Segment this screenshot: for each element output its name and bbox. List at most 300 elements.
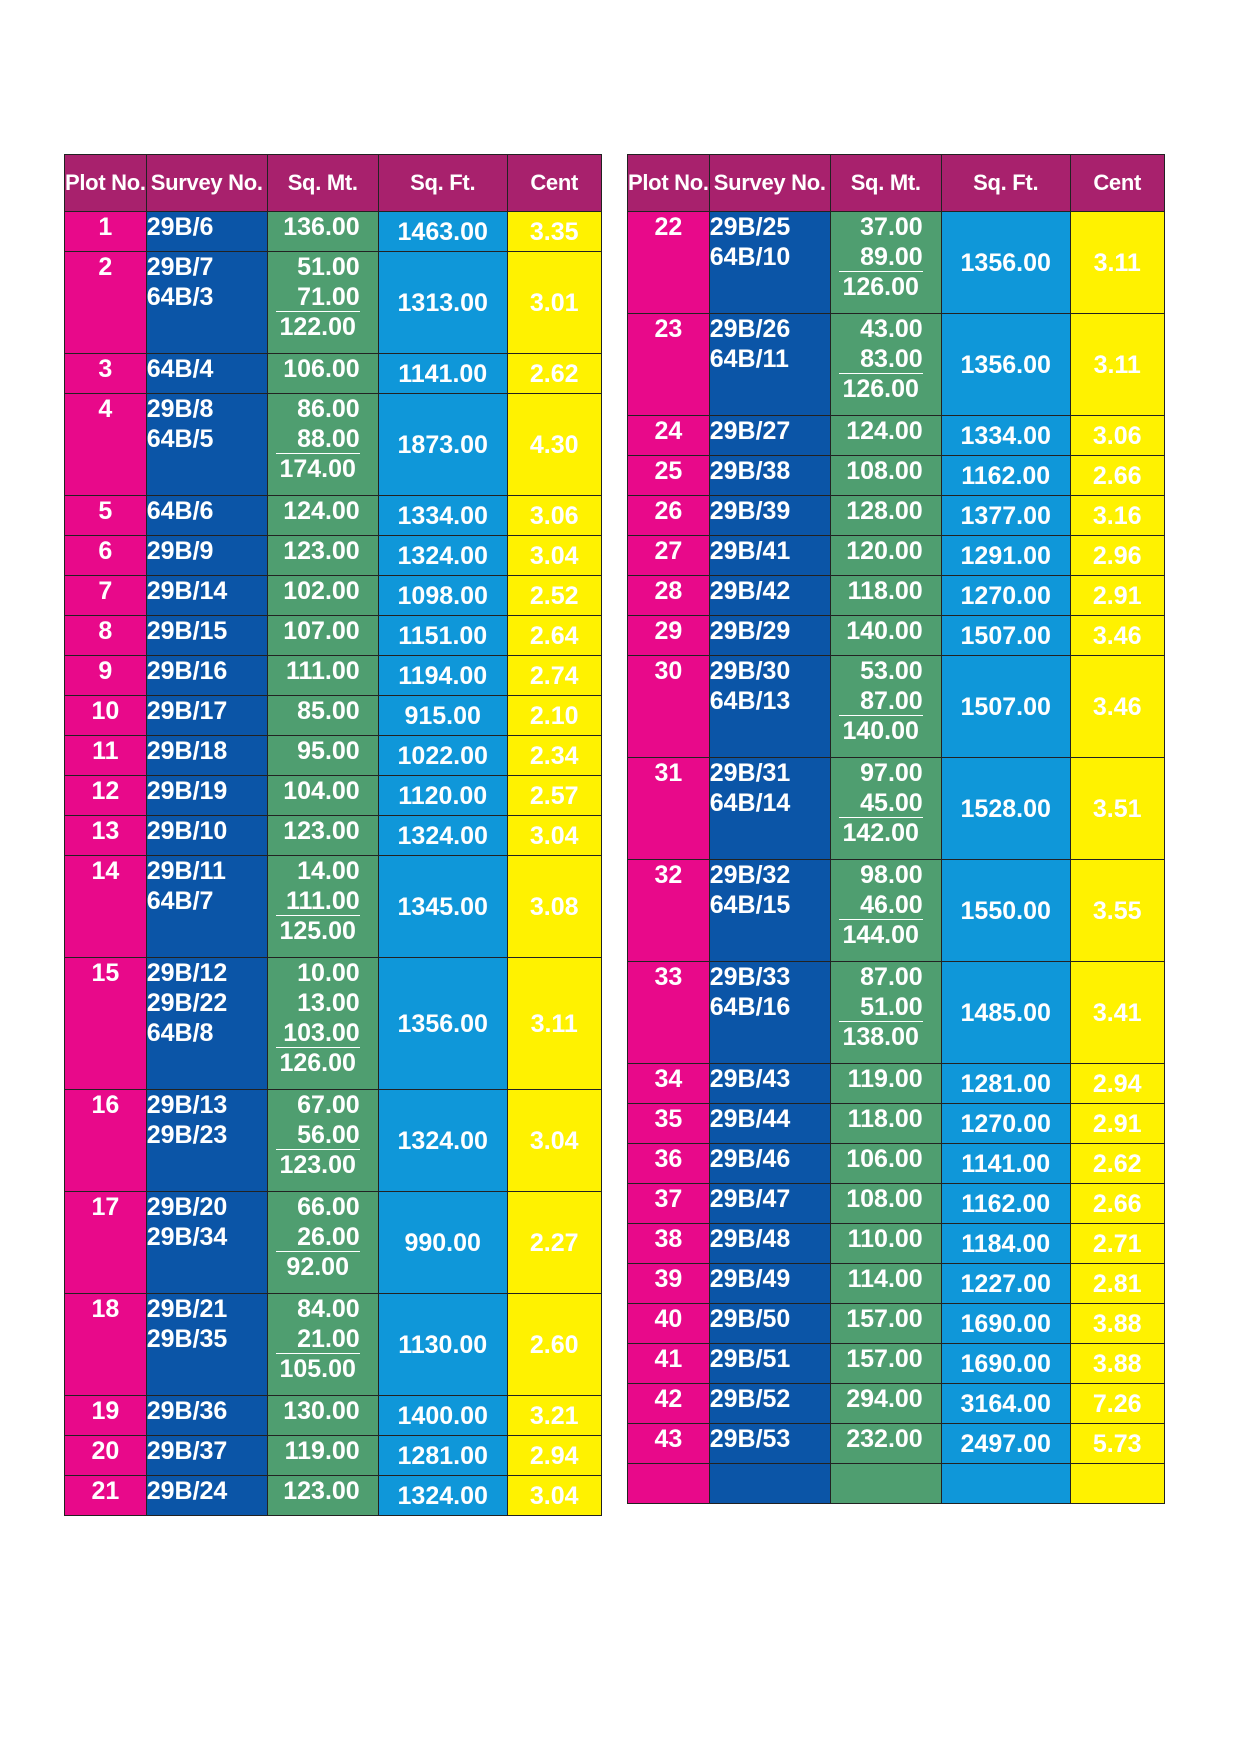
plot-no-cell: 5: [65, 496, 147, 536]
sq-mt-cell: [267, 856, 378, 958]
sq-mt-value: 106.00: [283, 355, 360, 383]
cent-cell: 3.04: [507, 816, 601, 856]
plot-no-cell: 14: [65, 856, 147, 958]
survey-no-value: 64B/7: [146, 887, 214, 915]
sq-mt-value: 294.00: [846, 1385, 923, 1413]
sq-mt-cell: [267, 1436, 378, 1476]
cent-cell: 3.04: [507, 1090, 601, 1192]
cent-cell: 4.30: [507, 394, 601, 496]
survey-no-cell: [146, 958, 267, 1090]
survey-no-value: 64B/15: [709, 891, 791, 919]
sq-mt-cell: [267, 776, 378, 816]
plot-no-cell: 33: [628, 962, 710, 1064]
sq-mt-value: 123.00: [283, 817, 360, 845]
sq-ft-cell: 1291.00: [941, 536, 1070, 576]
survey-no-value: 29B/38: [709, 457, 791, 485]
survey-no-cell: [709, 1144, 830, 1184]
table-row: [65, 496, 602, 536]
sq-ft-cell: 1281.00: [941, 1064, 1070, 1104]
survey-no-cell: [146, 1476, 267, 1516]
survey-no-value: 29B/26: [709, 315, 791, 343]
table-row: [65, 536, 602, 576]
survey-no-cell: [709, 1064, 830, 1104]
sq-mt-cell: [267, 958, 378, 1090]
sq-mt-value: 95.00: [297, 737, 360, 765]
sq-mt-cell: [830, 962, 941, 1064]
plot-no-cell: 10: [65, 696, 147, 736]
plot-no-cell: 43: [628, 1424, 710, 1464]
plot-no-cell: 30: [628, 656, 710, 758]
sq-mt-value: 53.00: [860, 657, 923, 685]
plot-table-right-body: [628, 212, 1165, 1504]
cent-cell: 3.01: [507, 252, 601, 354]
sq-mt-value: 83.00: [839, 344, 923, 374]
sq-mt-cell: [830, 1344, 941, 1384]
table-row: [628, 1224, 1165, 1264]
survey-no-value: 29B/6: [146, 213, 214, 241]
survey-no-value: 29B/37: [146, 1437, 228, 1465]
sq-ft-cell: 1463.00: [378, 212, 507, 252]
sq-mt-cell: [830, 1144, 941, 1184]
sq-mt-cell: [830, 1104, 941, 1144]
sq-mt-value: 120.00: [846, 537, 923, 565]
plot-no-cell: 40: [628, 1304, 710, 1344]
plot-no-cell: 28: [628, 576, 710, 616]
sq-mt-total: 174.00: [279, 454, 356, 483]
sq-mt-value: 106.00: [846, 1145, 923, 1173]
cent-cell: 2.64: [507, 616, 601, 656]
sq-mt-cell: [267, 1090, 378, 1192]
sq-mt-cell: [267, 616, 378, 656]
header-plot-no: Plot No.: [65, 155, 147, 212]
sq-mt-value: 21.00: [276, 1324, 360, 1354]
table-row: [628, 536, 1165, 576]
table-row: [628, 962, 1165, 1064]
table-header-row: [628, 155, 1165, 212]
cent-cell: 2.62: [507, 354, 601, 394]
sq-mt-total: 126.00: [842, 374, 919, 403]
cent-cell: 2.66: [1070, 1184, 1164, 1224]
sq-mt-value: 124.00: [846, 417, 923, 445]
survey-no-value: 29B/19: [146, 777, 228, 805]
survey-no-cell: [146, 656, 267, 696]
sq-mt-value: 87.00: [860, 963, 923, 991]
sq-mt-cell: [267, 252, 378, 354]
sq-mt-value: 66.00: [297, 1193, 360, 1221]
survey-no-value: 29B/14: [146, 577, 228, 605]
survey-no-value: 29B/34: [146, 1223, 228, 1251]
survey-no-value: 29B/47: [709, 1185, 791, 1213]
cent-cell: 3.46: [1070, 656, 1164, 758]
table-row: [628, 1184, 1165, 1224]
survey-no-value: 29B/51: [709, 1345, 791, 1373]
table-row: [628, 1344, 1165, 1384]
sq-mt-cell: [267, 576, 378, 616]
sq-mt-cell: [830, 1184, 941, 1224]
cent-cell: 2.96: [1070, 536, 1164, 576]
sq-mt-total: 123.00: [279, 1150, 356, 1179]
survey-no-value: 64B/13: [709, 687, 791, 715]
sq-mt-value: 128.00: [846, 497, 923, 525]
sq-mt-cell: [267, 536, 378, 576]
sq-ft-cell: 1485.00: [941, 962, 1070, 1064]
survey-no-value: 64B/10: [709, 243, 791, 271]
cent-cell: 3.04: [507, 536, 601, 576]
table-row: [65, 394, 602, 496]
plot-no-cell: 36: [628, 1144, 710, 1184]
sq-mt-cell: [267, 1294, 378, 1396]
sq-mt-value: 85.00: [297, 697, 360, 725]
header-sq-ft: Sq. Ft.: [378, 155, 507, 212]
header-cent: Cent: [507, 155, 601, 212]
table-row: [65, 1090, 602, 1192]
sq-mt-value: 97.00: [860, 759, 923, 787]
sq-mt-value: 118.00: [847, 1105, 923, 1133]
survey-no-value: 29B/12: [146, 959, 228, 987]
survey-no-cell: [709, 1344, 830, 1384]
survey-no-cell: [146, 496, 267, 536]
sq-mt-value: 124.00: [283, 497, 360, 525]
cent-cell: 3.11: [1070, 212, 1164, 314]
sq-mt-value: 13.00: [297, 989, 360, 1017]
sq-mt-value: 110.00: [847, 1225, 923, 1253]
survey-no-value: 29B/48: [709, 1225, 791, 1253]
survey-no-cell: [709, 1304, 830, 1344]
sq-ft-cell: 1334.00: [941, 416, 1070, 456]
survey-no-cell: [146, 816, 267, 856]
sq-mt-value: 123.00: [283, 537, 360, 565]
sq-ft-cell: 3164.00: [941, 1384, 1070, 1424]
survey-no-value: 64B/16: [709, 993, 791, 1021]
sq-mt-total: 142.00: [842, 818, 919, 847]
sq-ft-cell: 1690.00: [941, 1304, 1070, 1344]
plot-table-left: [64, 154, 602, 1516]
plot-no-cell: 18: [65, 1294, 147, 1396]
sq-mt-value: 140.00: [846, 617, 923, 645]
survey-no-value: 29B/44: [709, 1105, 791, 1133]
survey-no-cell: [709, 616, 830, 656]
cent-cell: 3.21: [507, 1396, 601, 1436]
survey-no-cell: [146, 394, 267, 496]
sq-mt-value: 107.00: [283, 617, 360, 645]
sq-mt-value: 84.00: [297, 1295, 360, 1323]
sq-ft-cell: 1098.00: [378, 576, 507, 616]
table-row: [628, 456, 1165, 496]
survey-no-cell: [709, 1224, 830, 1264]
sq-ft-cell: 1334.00: [378, 496, 507, 536]
plot-no-cell: 13: [65, 816, 147, 856]
sq-ft-cell: 1141.00: [378, 354, 507, 394]
table-row: [628, 1464, 1165, 1504]
survey-no-cell: [146, 736, 267, 776]
survey-no-cell: [709, 656, 830, 758]
sq-mt-cell: [267, 212, 378, 252]
sq-mt-value: 87.00: [839, 686, 923, 716]
plot-table-right: [627, 154, 1165, 1504]
sq-mt-cell: [830, 416, 941, 456]
sq-mt-value: 51.00: [297, 253, 360, 281]
survey-no-value: 29B/42: [709, 577, 791, 605]
table-row: [628, 416, 1165, 456]
table-row: [65, 856, 602, 958]
sq-mt-cell: [830, 496, 941, 536]
table-row: [628, 1384, 1165, 1424]
sq-mt-value: 43.00: [860, 315, 923, 343]
table-row: [628, 1264, 1165, 1304]
sq-mt-value: 45.00: [839, 788, 923, 818]
sq-mt-value: 114.00: [847, 1265, 923, 1293]
survey-no-value: 29B/21: [146, 1295, 228, 1323]
sq-mt-value: 111.00: [276, 886, 360, 916]
sq-mt-total: 122.00: [279, 312, 356, 341]
sq-mt-value: 98.00: [860, 861, 923, 889]
sq-mt-cell: [830, 536, 941, 576]
cent-cell: 3.11: [1070, 314, 1164, 416]
survey-no-value: 29B/11: [146, 857, 226, 885]
plot-no-cell: 9: [65, 656, 147, 696]
survey-no-value: 29B/23: [146, 1121, 228, 1149]
plot-no-cell: 16: [65, 1090, 147, 1192]
table-header-row: [65, 155, 602, 212]
plot-no-cell: 6: [65, 536, 147, 576]
sq-mt-cell: [830, 1464, 941, 1504]
survey-no-value: 29B/50: [709, 1305, 791, 1333]
cent-cell: 3.88: [1070, 1344, 1164, 1384]
plot-no-cell: 38: [628, 1224, 710, 1264]
plot-no-cell: 27: [628, 536, 710, 576]
sq-mt-value: 67.00: [297, 1091, 360, 1119]
survey-no-value: 29B/8: [146, 395, 214, 423]
plot-no-cell: 31: [628, 758, 710, 860]
sq-ft-cell: 1324.00: [378, 816, 507, 856]
sq-mt-cell: [830, 616, 941, 656]
table-row: [628, 1304, 1165, 1344]
plot-table-left-body: [65, 212, 602, 1516]
sq-ft-cell: 1690.00: [941, 1344, 1070, 1384]
plot-no-cell: 15: [65, 958, 147, 1090]
plot-no-cell: 22: [628, 212, 710, 314]
sq-mt-cell: [830, 758, 941, 860]
sq-mt-value: 37.00: [860, 213, 923, 241]
sq-mt-value: 71.00: [276, 282, 360, 312]
sq-ft-cell: 1377.00: [941, 496, 1070, 536]
sq-mt-value: 123.00: [283, 1477, 360, 1505]
survey-no-value: 29B/27: [709, 417, 791, 445]
table-row: [628, 496, 1165, 536]
survey-no-cell: [146, 354, 267, 394]
table-row: [65, 958, 602, 1090]
sq-mt-cell: [830, 860, 941, 962]
table-row: [65, 1294, 602, 1396]
plot-no-cell: 19: [65, 1396, 147, 1436]
sq-mt-total: 138.00: [842, 1022, 919, 1051]
survey-no-value: 29B/32: [709, 861, 791, 889]
plot-no-cell: 17: [65, 1192, 147, 1294]
sq-ft-cell: 1313.00: [378, 252, 507, 354]
cent-cell: 2.94: [507, 1436, 601, 1476]
table-row: [65, 616, 602, 656]
plot-no-cell: 3: [65, 354, 147, 394]
cent-cell: 3.35: [507, 212, 601, 252]
table-row: [65, 776, 602, 816]
sq-mt-value: 89.00: [839, 242, 923, 272]
sq-mt-cell: [267, 354, 378, 394]
sq-ft-cell: 1324.00: [378, 1476, 507, 1516]
plot-no-cell: 26: [628, 496, 710, 536]
sq-ft-cell: 1550.00: [941, 860, 1070, 962]
sq-ft-cell: 1356.00: [378, 958, 507, 1090]
header-sq-ft: Sq. Ft.: [941, 155, 1070, 212]
cent-cell: 2.10: [507, 696, 601, 736]
cent-cell: 2.27: [507, 1192, 601, 1294]
plot-no-cell: 37: [628, 1184, 710, 1224]
sq-mt-cell: [267, 496, 378, 536]
cent-cell: 2.66: [1070, 456, 1164, 496]
sq-ft-cell: 1184.00: [941, 1224, 1070, 1264]
header-cent: Cent: [1070, 155, 1164, 212]
survey-no-cell: [709, 536, 830, 576]
table-row: [628, 1104, 1165, 1144]
plot-no-cell: 21: [65, 1476, 147, 1516]
sq-mt-cell: [830, 456, 941, 496]
sq-ft-cell: 1528.00: [941, 758, 1070, 860]
survey-no-cell: [709, 860, 830, 962]
sq-ft-cell: 1356.00: [941, 212, 1070, 314]
header-survey-no: Survey No.: [709, 155, 830, 212]
sq-mt-value: 14.00: [297, 857, 360, 885]
survey-no-value: 29B/53: [709, 1425, 791, 1453]
cent-cell: 2.62: [1070, 1144, 1164, 1184]
sq-mt-value: 111.00: [285, 657, 360, 685]
survey-no-value: 64B/6: [146, 497, 214, 525]
sq-mt-cell: [830, 1064, 941, 1104]
sq-ft-cell: 1270.00: [941, 1104, 1070, 1144]
sq-mt-value: 102.00: [283, 577, 360, 605]
survey-no-value: 29B/46: [709, 1145, 791, 1173]
cent-cell: 2.71: [1070, 1224, 1164, 1264]
sq-mt-value: 136.00: [283, 213, 360, 241]
survey-no-cell: [709, 576, 830, 616]
table-row: [628, 1424, 1165, 1464]
sq-mt-value: 10.00: [297, 959, 360, 987]
survey-no-cell: [146, 212, 267, 252]
cent-cell: 2.91: [1070, 576, 1164, 616]
plot-no-cell: 29: [628, 616, 710, 656]
cent-cell: 2.52: [507, 576, 601, 616]
cent-cell: 2.74: [507, 656, 601, 696]
survey-no-cell: [709, 456, 830, 496]
plot-no-cell: 12: [65, 776, 147, 816]
sq-mt-value: 119.00: [847, 1065, 923, 1093]
table-row: [65, 816, 602, 856]
survey-no-value: 64B/11: [709, 345, 789, 373]
cent-cell: 3.08: [507, 856, 601, 958]
plot-no-cell: 23: [628, 314, 710, 416]
survey-no-cell: [146, 696, 267, 736]
sq-mt-value: 56.00: [276, 1120, 360, 1150]
plot-no-cell: 8: [65, 616, 147, 656]
survey-no-value: 29B/13: [146, 1091, 228, 1119]
cent-cell: 2.60: [507, 1294, 601, 1396]
sq-ft-cell: 1270.00: [941, 576, 1070, 616]
survey-no-cell: [146, 1090, 267, 1192]
sq-mt-value: 103.00: [276, 1018, 360, 1048]
cent-cell: 3.41: [1070, 962, 1164, 1064]
sq-ft-cell: 1345.00: [378, 856, 507, 958]
survey-no-cell: [146, 776, 267, 816]
sq-mt-value: 108.00: [846, 1185, 923, 1213]
sq-mt-value: 51.00: [839, 992, 923, 1022]
survey-no-value: 29B/36: [146, 1397, 228, 1425]
survey-no-cell: [709, 1264, 830, 1304]
sq-mt-value: 86.00: [297, 395, 360, 423]
sq-mt-value: 119.00: [284, 1437, 360, 1465]
sq-mt-total: 105.00: [279, 1354, 356, 1383]
plot-no-cell: 1: [65, 212, 147, 252]
survey-no-cell: [709, 1104, 830, 1144]
header-sq-mt: Sq. Mt.: [267, 155, 378, 212]
table-row: [65, 1396, 602, 1436]
table-row: [65, 696, 602, 736]
survey-no-value: 29B/29: [709, 617, 791, 645]
cent-cell: 2.94: [1070, 1064, 1164, 1104]
sq-mt-cell: [267, 696, 378, 736]
cent-cell: 7.26: [1070, 1384, 1164, 1424]
table-row: [65, 1436, 602, 1476]
sq-mt-total: 92.00: [286, 1252, 349, 1281]
sq-mt-value: 88.00: [276, 424, 360, 454]
sq-ft-cell: 1400.00: [378, 1396, 507, 1436]
sq-mt-cell: [830, 1224, 941, 1264]
sq-ft-cell: 1507.00: [941, 656, 1070, 758]
sq-ft-cell: 1281.00: [378, 1436, 507, 1476]
sq-mt-value: 157.00: [846, 1305, 923, 1333]
sq-ft-cell: 1324.00: [378, 536, 507, 576]
table-row: [65, 354, 602, 394]
header-plot-no: Plot No.: [628, 155, 710, 212]
cent-cell: 2.34: [507, 736, 601, 776]
survey-no-value: 29B/30: [709, 657, 791, 685]
sq-mt-cell: [830, 656, 941, 758]
sq-ft-cell: 1194.00: [378, 656, 507, 696]
cent-cell: 3.46: [1070, 616, 1164, 656]
survey-no-cell: [709, 1184, 830, 1224]
plot-no-cell: 11: [65, 736, 147, 776]
cent-cell: 2.57: [507, 776, 601, 816]
sq-ft-cell: 1162.00: [941, 1184, 1070, 1224]
sq-ft-cell: 1356.00: [941, 314, 1070, 416]
sq-ft-cell: 990.00: [378, 1192, 507, 1294]
survey-no-cell: [146, 616, 267, 656]
table-row: [628, 1144, 1165, 1184]
sq-mt-value: 157.00: [846, 1345, 923, 1373]
sq-mt-value: 130.00: [283, 1397, 360, 1425]
plot-no-cell: 2: [65, 252, 147, 354]
survey-no-cell: [146, 252, 267, 354]
sq-mt-total: 144.00: [842, 920, 919, 949]
survey-no-value: 29B/18: [146, 737, 228, 765]
plot-no-cell: 25: [628, 456, 710, 496]
header-sq-mt: Sq. Mt.: [830, 155, 941, 212]
survey-no-value: 29B/24: [146, 1477, 228, 1505]
sq-ft-cell: 915.00: [378, 696, 507, 736]
survey-no-value: 64B/8: [146, 1019, 214, 1047]
survey-no-value: 29B/43: [709, 1065, 791, 1093]
cent-cell: 3.16: [1070, 496, 1164, 536]
survey-no-cell: [146, 856, 267, 958]
sq-mt-total: 125.00: [279, 916, 356, 945]
survey-no-value: 29B/15: [146, 617, 228, 645]
